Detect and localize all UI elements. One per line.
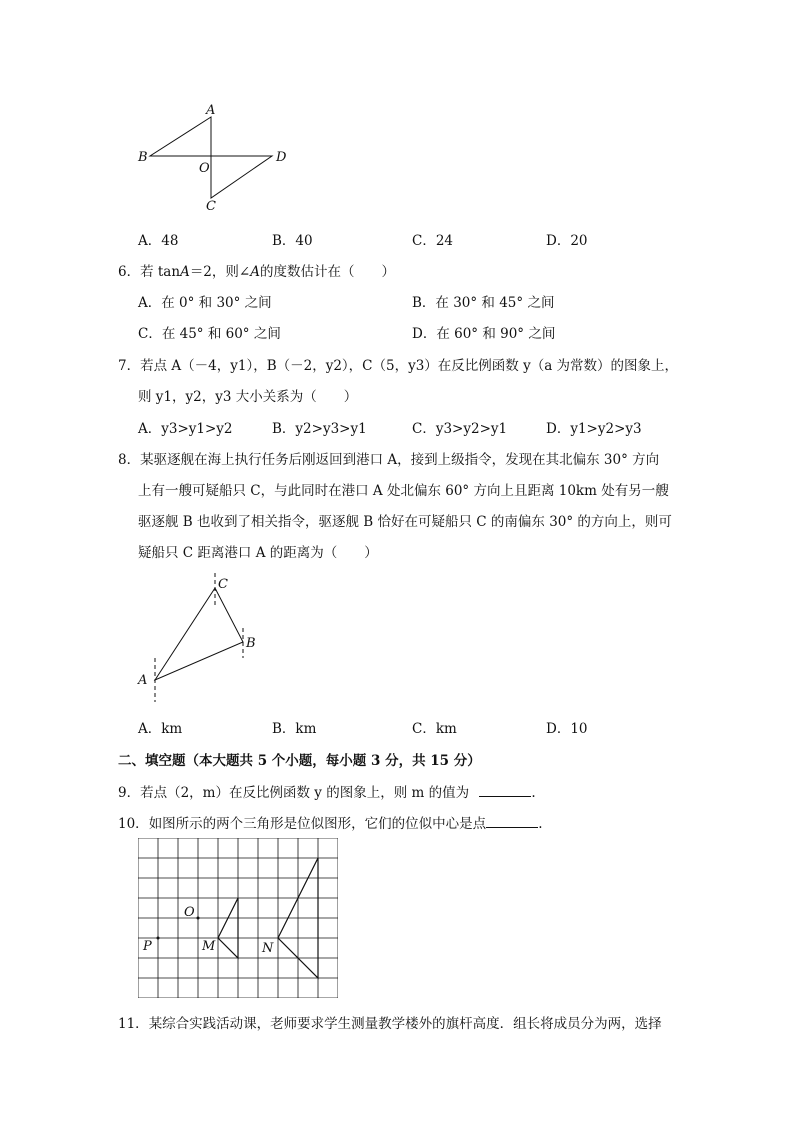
label-A: A [138,673,148,688]
label-B: B [138,150,148,165]
q9-number: 9． [118,785,141,801]
q8-option-c[interactable]: C．km [412,721,457,737]
q8-option-b[interactable]: B．km [272,721,317,737]
q8-line2: 上有一艘可疑船只 C，与此同时在港口 A 处北偏东 60° 方向上且距离 10km 处有另一艘 [138,483,669,499]
label-C: C [206,199,216,214]
q7-line2: 则 y1，y2，y3 大小关系为（ ） [138,389,358,405]
q9-stem: 9．若点（2，m）在反比例函数 y 的图象上，则 m 的值为 . [118,785,536,801]
q5-option-d[interactable]: D．20 [546,233,588,249]
label-B: B [246,636,256,651]
point-P [157,937,160,940]
label-C: C [218,577,228,592]
q8-option-a[interactable]: A．km [138,721,183,737]
q5-option-a[interactable]: A．48 [138,233,179,249]
label-A: A [206,103,216,118]
label-O: O [199,161,210,176]
q6-option-c[interactable]: C．在 45° 和 60° 之间 [138,326,281,342]
q7-option-d[interactable]: D．y1>y2>y3 [546,421,642,437]
q6-stem: 6．若 tanA＝2，则∠A的度数估计在（ ） [118,264,395,280]
label-M: M [202,939,216,954]
q11-number: 11． [118,1016,149,1032]
q8-option-d[interactable]: D．10 [546,721,588,737]
q8-triangle-figure [130,570,270,705]
q8-line3: 驱逐舰 B 也收到了相关指令，驱逐舰 B 恰好在可疑船只 C 的南偏东 30° 的方向上，则可 [138,514,672,530]
q8-number: 8． [118,452,141,468]
q7-option-a[interactable]: A．y3>y1>y2 [138,421,233,437]
q6-number: 6． [118,264,141,280]
q10-grid-figure [138,838,338,998]
rhombus-figure [130,100,300,215]
q11-stem: 11．某综合实践活动课，老师要求学生测量教学楼外的旗杆高度．组长将成员分为两，选择 [118,1016,662,1032]
label-D: D [276,150,287,165]
q10-answer-blank[interactable] [486,827,538,828]
q9-answer-blank[interactable] [479,796,531,797]
q7-number: 7． [118,358,141,374]
triangle-abc [155,588,243,680]
q7-option-c[interactable]: C．y3>y2>y1 [412,421,508,437]
q5-option-b[interactable]: B．40 [272,233,313,249]
q10-number: 10． [118,816,149,832]
label-O: O [184,905,195,920]
q6-option-b[interactable]: B．在 30° 和 45° 之间 [412,295,555,311]
q7-line1: 7．若点 A（－4，y1），B（－2，y2），C（5，y3）在反比例函数 y（a 为常数）的图象上， [118,358,679,374]
label-N: N [262,941,274,956]
q6-option-a[interactable]: A．在 0° 和 30° 之间 [138,295,272,311]
label-P: P [143,939,152,954]
q6-option-d[interactable]: D．在 60° 和 90° 之间 [412,326,556,342]
point-O [197,917,200,920]
small-triangle [218,898,238,958]
q5-option-c[interactable]: C．24 [412,233,454,249]
q7-option-b[interactable]: B．y2>y3>y1 [272,421,367,437]
q10-stem: 10．如图所示的两个三角形是位似图形，它们的位似中心是点 . [118,816,543,832]
section-2-title: 二、填空题（本大题共 5 个小题，每小题 3 分，共 15 分） [118,753,481,769]
q8-line1: 8．某驱逐舰在海上执行任务后刚返回到港口 A，接到上级指令，发现在其北偏东 30° 方向 [118,452,660,468]
q8-line4: 疑船只 C 距离港口 A 的距离为（ ） [138,545,378,561]
